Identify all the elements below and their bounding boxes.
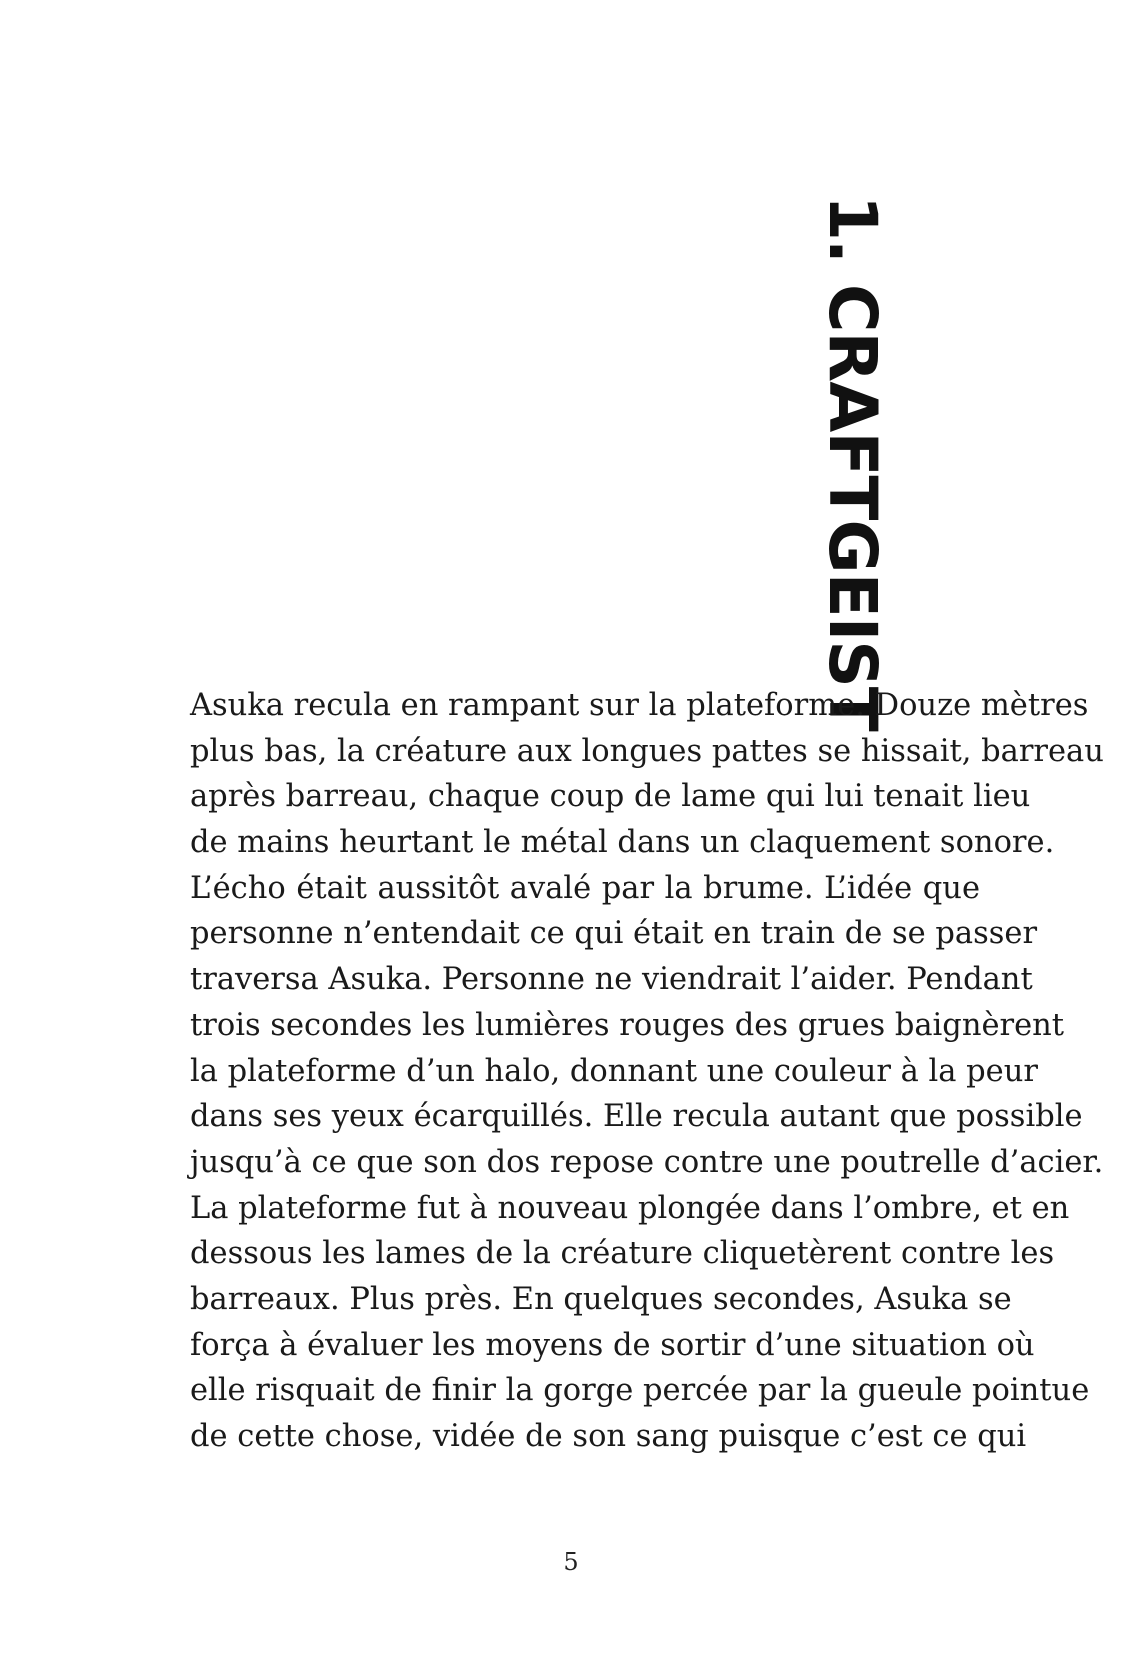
page-number: 5 bbox=[563, 1548, 579, 1576]
text-line: barreaux. Plus près. En quelques secondes, Asuka se bbox=[190, 1281, 1012, 1317]
text-line: La plateforme fut à nouveau plongée dans l’ombre, et en bbox=[190, 1190, 1070, 1226]
text-line: dans ses yeux écarquillés. Elle recula autant que possible bbox=[190, 1099, 1083, 1135]
text-line: força à évaluer les moyens de sortir d’une situation où bbox=[190, 1327, 1035, 1363]
chapter-title: CRAFTGEIST bbox=[814, 284, 892, 731]
text-line: L’écho était aussitôt avalé par la brume. L’idée que bbox=[190, 870, 980, 906]
body-text bbox=[190, 683, 1104, 1460]
text-line: Asuka recula en rampant sur la plateforme. Douze mètres bbox=[190, 688, 1089, 723]
text-line: personne n’entendait ce qui était en train de se passer bbox=[190, 916, 1038, 952]
text-line: jusqu’à ce que son dos repose contre une poutrelle d’acier. bbox=[190, 1144, 1104, 1180]
text-line: dessous les lames de la créature cliquetèrent contre les bbox=[190, 1236, 1055, 1272]
chapter-number: 1. bbox=[814, 195, 892, 262]
text-line: après barreau, chaque coup de lame qui lui tenait lieu bbox=[190, 779, 1031, 815]
text-line: elle risquait de finir la gorge percée par la gueule pointue bbox=[190, 1373, 1090, 1409]
chapter-heading bbox=[798, 195, 908, 731]
text-line: la plateforme d’un halo, donnant une couleur à la peur bbox=[190, 1053, 1038, 1089]
text-line: de mains heurtant le métal dans un claquement sonore. bbox=[190, 825, 1055, 861]
text-line: trois secondes les lumières rouges des grues baignèrent bbox=[190, 1007, 1065, 1043]
text-line: plus bas, la créature aux longues pattes se hissait, barreau bbox=[190, 733, 1104, 769]
text-line: traversa Asuka. Personne ne viendrait l’aider. Pendant bbox=[190, 962, 1033, 998]
text-line: de cette chose, vidée de son sang puisque c’est ce qui bbox=[190, 1419, 1027, 1454]
